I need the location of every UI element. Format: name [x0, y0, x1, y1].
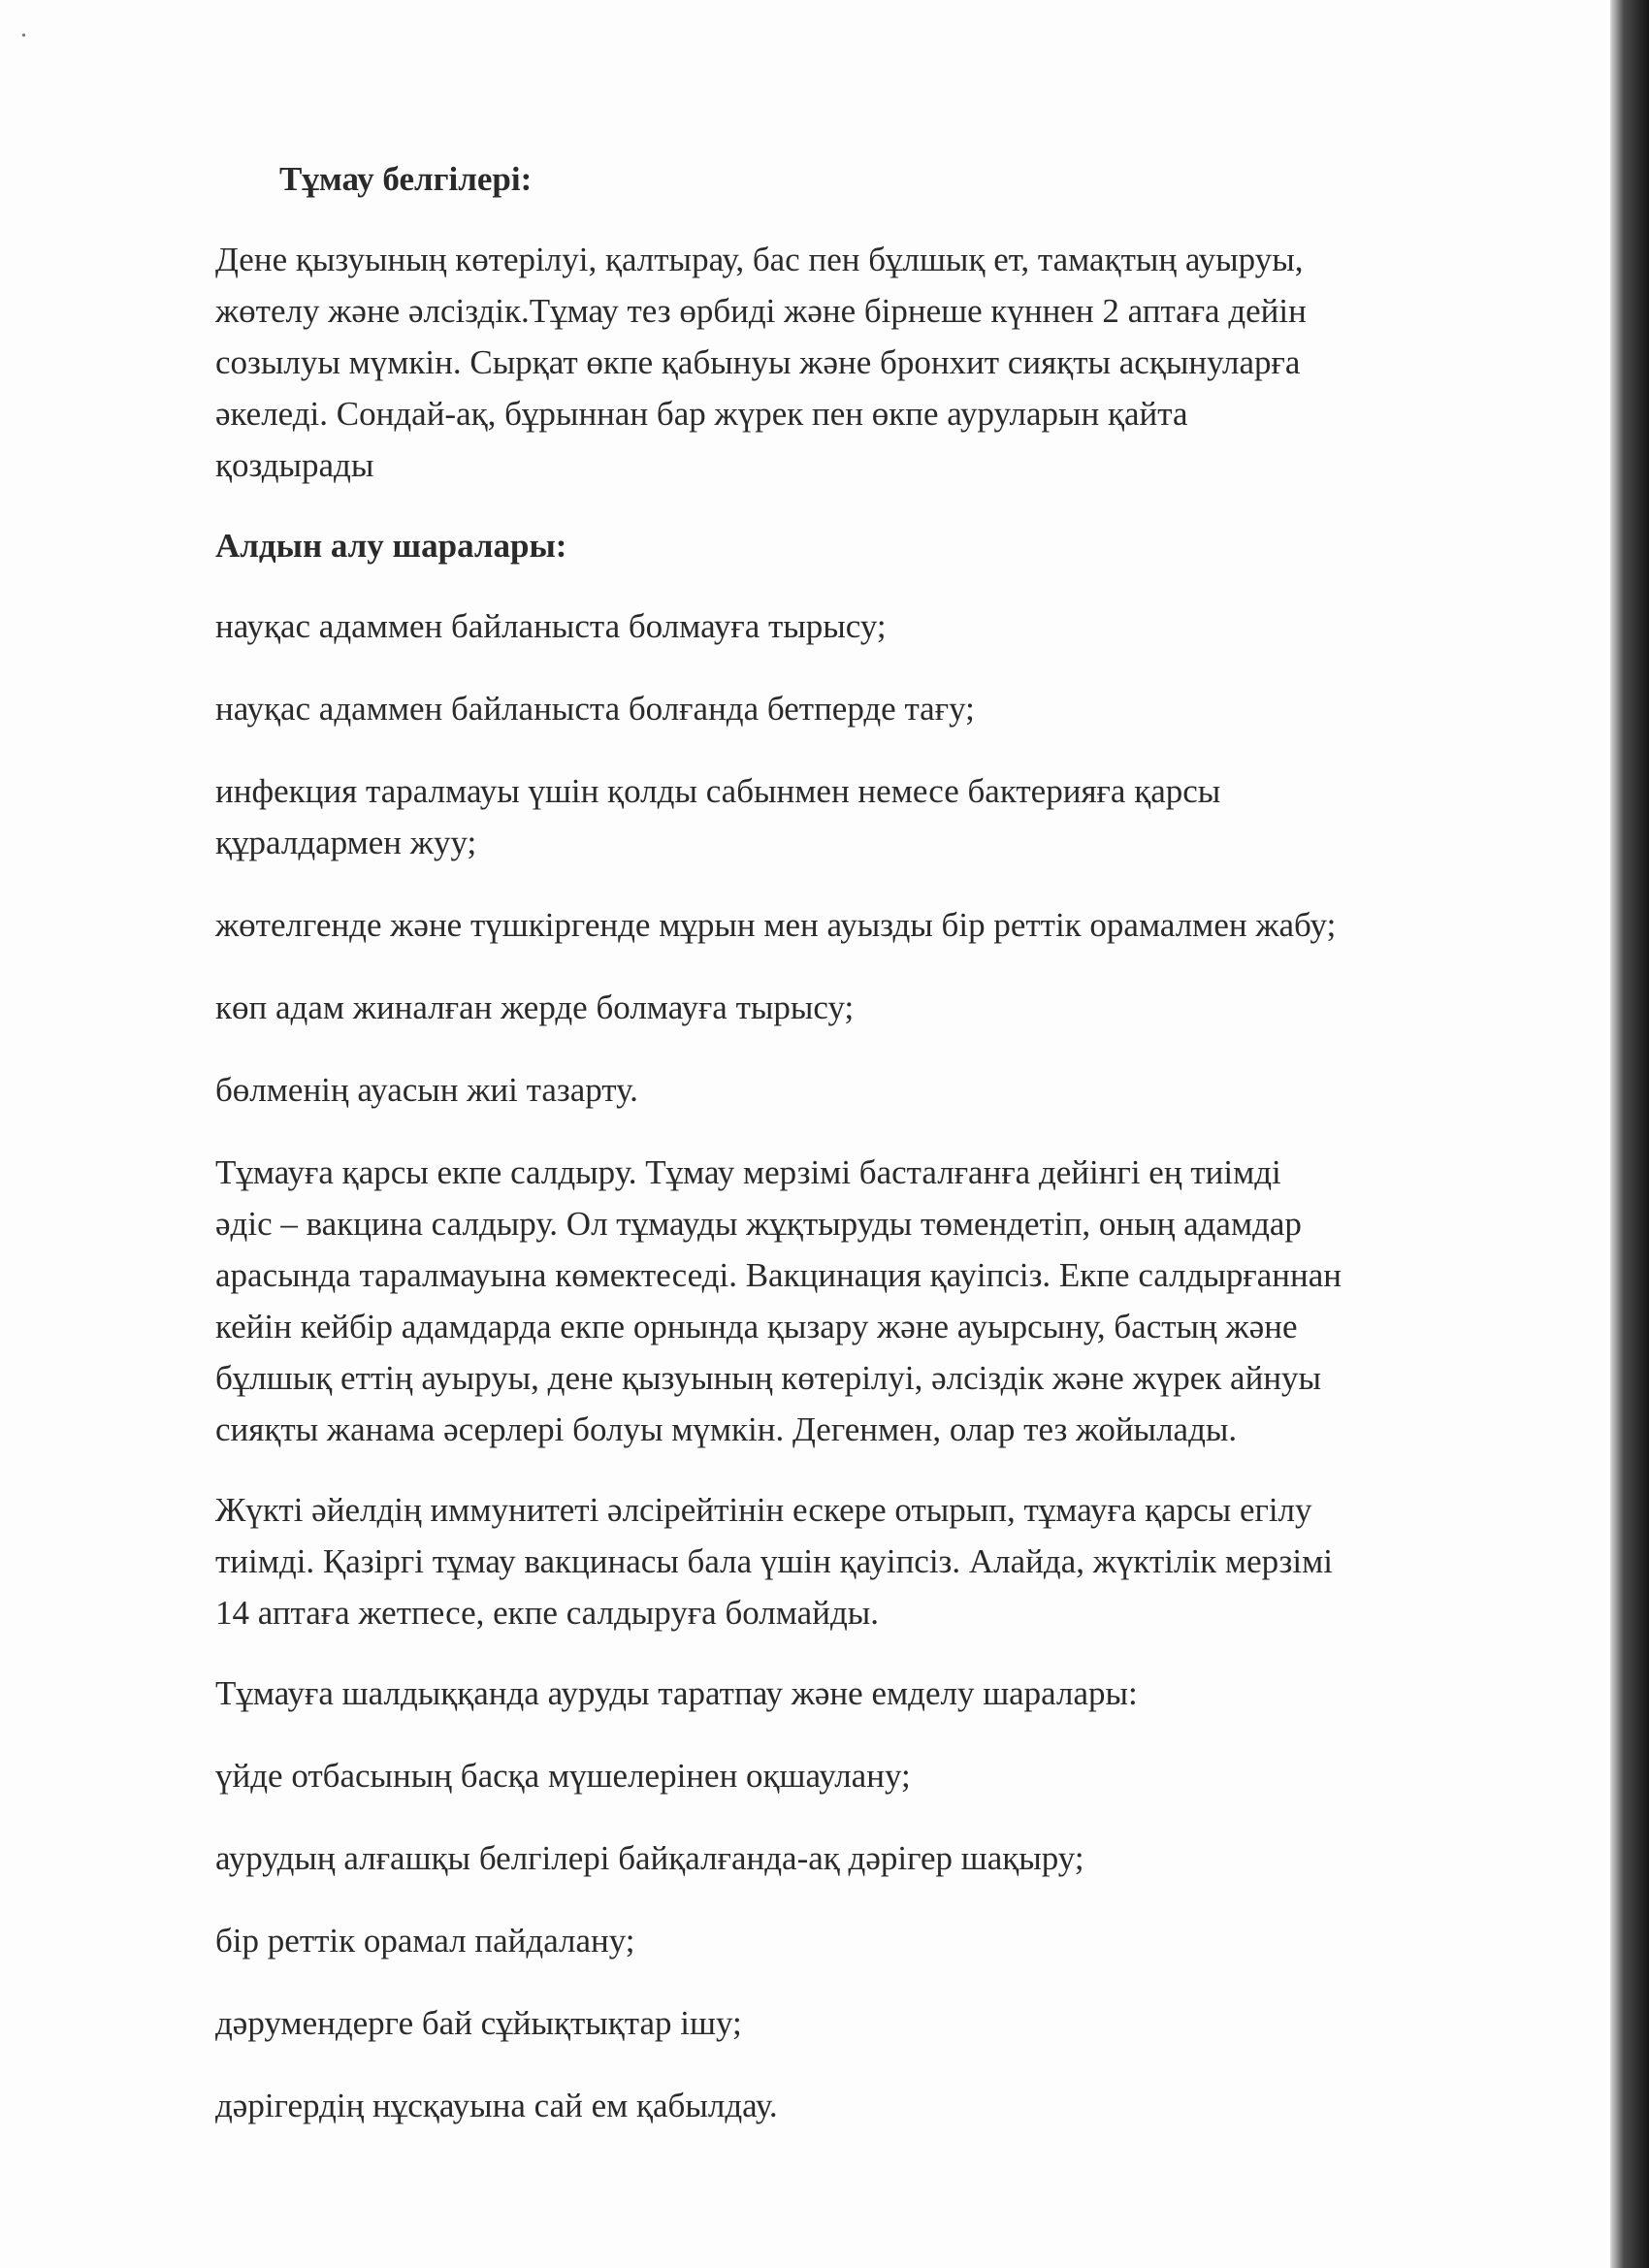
list-item-text: жөтелгенде және түшкіргенде мұрын мен ауызды бір реттік орамалмен жабу; [215, 906, 1337, 944]
list-item [215, 1832, 1496, 1884]
list-item [215, 899, 1496, 951]
list-item [215, 1997, 1496, 2049]
paragraph-line: сияқты жанама әсерлері болуы мүмкін. Дегенмен, олар тез жойылады. [215, 1410, 1238, 1448]
heading-prevention: Алдын алу шаралары: [215, 527, 567, 565]
paragraph-line: кейін кейбір адамдарда екпе орнында қызару және ауырсыну, бастың және [215, 1308, 1298, 1345]
list-item-text: бір реттік орамал пайдалану; [215, 1922, 635, 1960]
document-body [215, 153, 1496, 2162]
list-item [215, 2080, 1496, 2131]
list-item-text: инфекция таралмауы үшін қолды сабынмен немесе бактерияға қарсы [215, 772, 1221, 810]
treatment-heading: Тұмауға шалдыққанда ауруды таратпау және емделу шаралары: [215, 1674, 1138, 1712]
symptoms-paragraph [215, 234, 1496, 491]
paragraph-line: Дене қызуының көтерілуі, қалтырау, бас пен бұлшық ет, тамақтың ауыруы, [215, 241, 1304, 278]
paragraph-line: Тұмауға қарсы екпе салдыру. Тұмау мерзімі басталғанға дейінгі ең тиімді [215, 1153, 1281, 1191]
paragraph-line: 14 аптаға жетпесе, екпе салдыруға болмайды. [215, 1594, 880, 1632]
paragraph-line: арасында таралмауына көмектеседі. Вакцинация қауіпсіз. Екпе салдырғаннан [215, 1256, 1342, 1294]
list-item [215, 600, 1496, 652]
pregnancy-paragraph [215, 1484, 1496, 1638]
paragraph-line: қоздырады [215, 446, 374, 484]
list-item-text: науқас адаммен байланыста болмауға тырысу; [215, 607, 887, 645]
list-item-text: құралдармен жуу; [215, 824, 477, 861]
scan-edge-shadow [1610, 0, 1649, 2268]
paragraph-line: созылуы мүмкін. Сырқат өкпе қабынуы және бронхит сияқты асқынуларға [215, 343, 1301, 381]
list-item [215, 683, 1496, 734]
paragraph-line: бұлшық еттің ауыруы, дене қызуының көтерілуі, әлсіздік және жүрек айнуы [215, 1359, 1322, 1397]
list-item-text: аурудың алғашқы белгілері байқалғанда-ақ дәрігер шақыру; [215, 1839, 1084, 1877]
list-item-text: дәрігердің нұсқауына сай ем қабылдау. [215, 2087, 778, 2124]
list-item-text: үйде отбасының басқа мүшелерінен оқшаулану; [215, 1757, 911, 1795]
paragraph-line: Жүкті әйелдің иммунитеті әлсірейтінін ескере отырып, тұмауға қарсы егілу [215, 1491, 1312, 1529]
paragraph-line: әдіс – вакцина салдыру. Ол тұмауды жұқтыруды төмендетіп, оның адамдар [215, 1205, 1302, 1243]
vaccine-paragraph [215, 1147, 1496, 1455]
list-item-text: дәрумендерге бай сұйықтықтар ішу; [215, 2004, 742, 2042]
list-item-text: науқас адаммен байланыста болғанда бетперде тағу; [215, 690, 975, 728]
heading-symptoms: Тұмау белгілері: [279, 160, 533, 198]
paragraph-line: тиімді. Қазіргі тұмау вакцинасы бала үшін қауіпсіз. Алайда, жүктілік мерзімі [215, 1542, 1333, 1580]
scan-speck: • [21, 29, 26, 44]
paragraph-line: жөтелу және әлсіздік.Тұмау тез өрбиді және бірнеше күннен 2 аптаға дейін [215, 292, 1307, 330]
list-item [215, 765, 1496, 868]
list-item-text: көп адам жиналған жерде болмауға тырысу; [215, 988, 855, 1026]
list-item [215, 1750, 1496, 1801]
list-item [215, 1915, 1496, 1966]
list-item-text: бөлменің ауасын жиі тазарту. [215, 1071, 638, 1109]
list-item [215, 1064, 1496, 1116]
paragraph-line: әкеледі. Сондай-ақ, бұрыннан бар жүрек пен өкпе ауруларын қайта [215, 395, 1188, 433]
list-item [215, 982, 1496, 1033]
